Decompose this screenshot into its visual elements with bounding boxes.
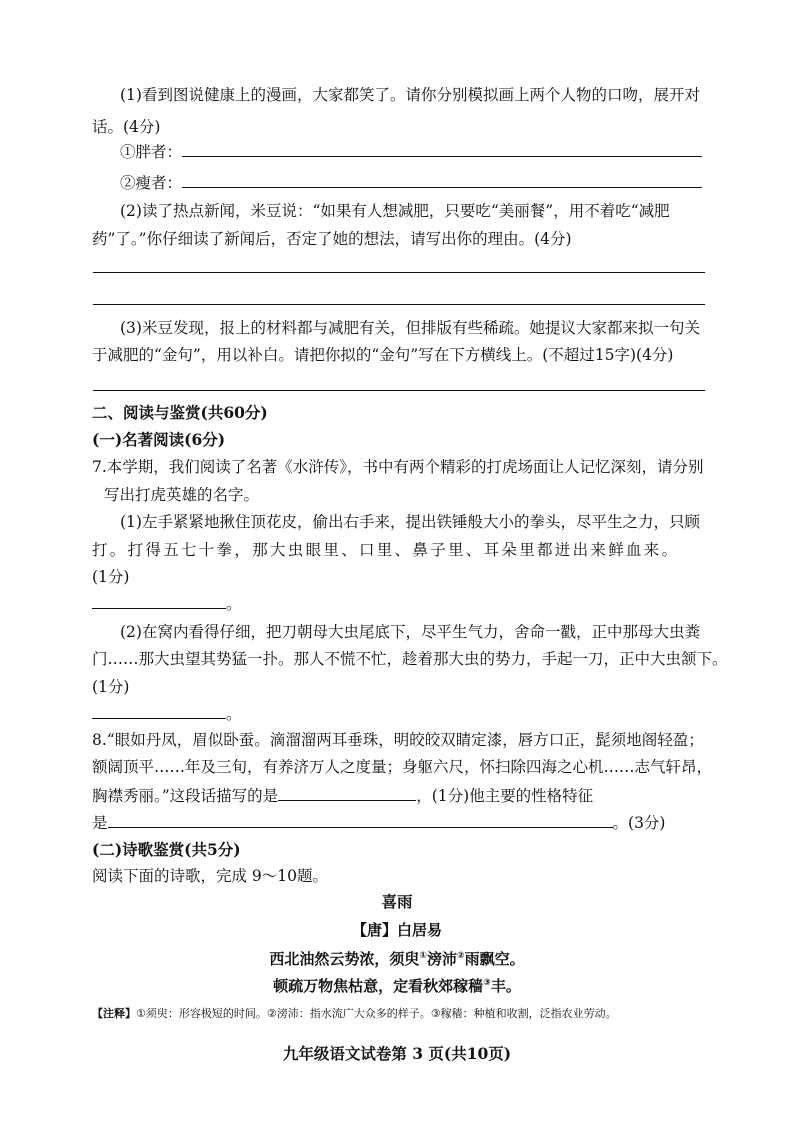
poem-line-2-b: 丰。 <box>490 977 521 995</box>
q1-thin-row <box>120 173 702 193</box>
q8-line3-text: 胸襟秀丽。”这段话描写的是 <box>92 787 279 805</box>
poem-instruction: 阅读下面的诗歌，完成 9～10题。 <box>92 867 329 885</box>
part2-title: (二)诗歌鉴赏(共5分) <box>92 840 241 859</box>
part1-title: (一)名著阅读(6分) <box>92 430 226 449</box>
q8-line1: 8.“眼如丹凤，眉似卧蚕。滴溜溜两耳垂珠，明皎皎双睛定漆，唇方口正，髭须地阁轻盈； <box>92 731 704 749</box>
q1-stem-line1: (1)看到图说健康上的漫画，大家都笑了。请你分别模拟画上两个人物的口吻，展开对 <box>120 86 700 104</box>
poem-line-1 <box>0 945 794 970</box>
q7-p2-answer-blank[interactable] <box>92 704 226 719</box>
q7-p1-answer-row <box>92 594 242 614</box>
thin-answer-blank[interactable] <box>182 173 702 188</box>
poem-line-1-b: 滂沛 <box>426 950 457 968</box>
page-footer: 九年级语文试卷第 3 页(共10页) <box>282 1044 512 1063</box>
q3-stem-line2: 于减肥的“金句”，用以补白。请把你拟的“金句”写在下方横线上。(不超过15字)(4分) <box>92 346 674 364</box>
poem-note <box>92 1004 617 1024</box>
q7-p1-score: (1分) <box>92 568 130 586</box>
q2-answer-line-1[interactable] <box>93 272 705 273</box>
q3-stem-line1: (3)米豆发现，报上的材料都与减肥有关，但排版有些稀疏。她提议大家都来拟一句关 <box>120 319 700 337</box>
section2-title: 二、阅读与鉴赏(共60分) <box>92 403 268 422</box>
q7-p1-line2: 打。打得五七十拳，那大虫眼里、口里、鼻子里、耳朵里都迸出来鲜血来。 <box>92 541 680 559</box>
q8-line4-score: 。(3分) <box>612 814 666 832</box>
q7-stem-line2: 写出打虎英雄的名字。 <box>104 486 260 504</box>
q8-line4 <box>92 813 665 833</box>
note-label: 【注释】 <box>92 1007 136 1020</box>
q1-stem-line2: 话。(4分) <box>92 118 161 136</box>
poem-author: 【唐】白居易 <box>351 921 442 939</box>
q7-p2-line1: (2)在窝内看得仔细，把刀朝母大虫尾底下，尽平生气力，舍命一戳，正中那母大虫粪 <box>120 623 700 641</box>
q7-p1-end-mark: 。 <box>226 595 242 613</box>
q8-line3 <box>92 786 593 806</box>
fat-label: ①胖者： <box>120 143 183 161</box>
q2-stem-line1: (2)读了热点新闻，米豆说：“如果有人想减肥，只要吃“美丽餐”，用不着吃“减肥 <box>120 202 670 220</box>
q7-p2-answer-row <box>92 704 242 724</box>
q8-line2: 额阔顶平……年及三旬，有养济万人之度量；身躯六尺，怀扫除四海之心机……志气轩昂， <box>92 758 713 776</box>
note-ref-1: ① <box>419 951 427 961</box>
poem-line-1-a: 西北油然云势浓，须臾 <box>269 950 420 968</box>
q7-p1-answer-blank[interactable] <box>92 594 226 609</box>
q8-trait-blank[interactable] <box>108 813 613 828</box>
poem-line-1-c: 雨飘空。 <box>464 950 525 968</box>
note-ref-3: ③ <box>483 978 491 988</box>
q7-p2-end-mark: 。 <box>226 705 242 723</box>
fat-answer-blank[interactable] <box>182 142 702 157</box>
q7-stem-line1: 7.本学期，我们阅读了名著《水浒传》，书中有两个精彩的打虎场面让人记忆深刻，请分别 <box>92 458 704 476</box>
q2-answer-line-2[interactable] <box>93 304 705 305</box>
poem-line-2 <box>0 972 794 997</box>
q7-p2-line2: 门……那大虫望其势猛一扑。那人不慌不忙，趁着那大虫的势力，手起一刀，正中大虫颔下。 <box>92 650 728 668</box>
q2-stem-line2: 药”了。”你仔细读了新闻后，否定了她的想法，请写出你的理由。(4分) <box>92 230 572 248</box>
q3-answer-line[interactable] <box>93 390 705 391</box>
q7-p2-score: (1分) <box>92 678 130 696</box>
q7-p1-line1: (1)左手紧紧地揪住顶花皮，偷出右手来，提出铁锤般大小的拳头，尽平生之力，只顾 <box>120 513 700 531</box>
q1-fat-row <box>120 142 702 162</box>
poem-title: 喜雨 <box>381 892 413 911</box>
q8-line3-text2: ，(1分)他主要的性格特征 <box>416 787 594 805</box>
note-ref-2: ② <box>457 951 465 961</box>
q8-line4-text: 是 <box>92 814 108 832</box>
q8-character-blank[interactable] <box>278 786 416 801</box>
thin-label: ②瘦者： <box>120 174 183 192</box>
note-text: ①须臾：形容极短的时间。②滂沛：指水流广大众多的样子。③稼穑：种植和收割，泛指农业劳动。 <box>136 1007 617 1020</box>
poem-line-2-a: 顿疏万物焦枯意，定看秋郊稼穑 <box>273 977 484 995</box>
